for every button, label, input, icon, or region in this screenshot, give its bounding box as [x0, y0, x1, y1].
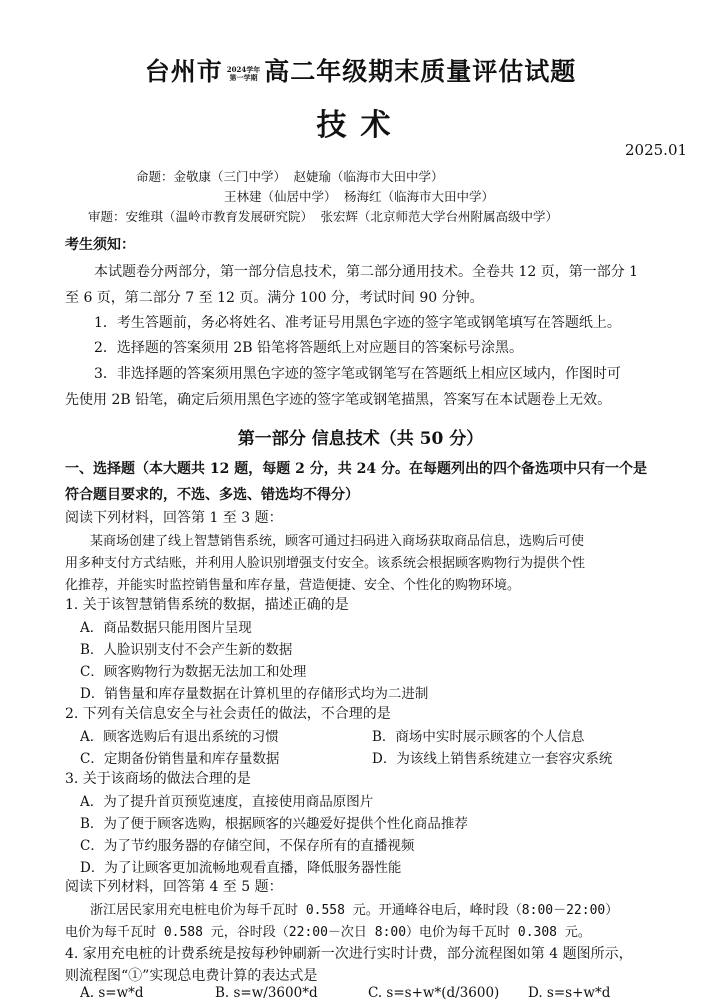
q3-option-b: B．为了便于顾客选购，根据顾客的兴趣爱好提供个性化商品推荐: [80, 816, 468, 832]
material-1-line-a: 某商场创建了线上智慧销售系统，顾客可通过扫码进入商场获取商品信息，选购后可使: [90, 534, 585, 549]
reading-prompt-1: 阅读下列材料，回答第 1 至 3 题：: [65, 510, 283, 526]
exam-title: [0, 52, 721, 88]
q2-option-d: D．为该线上销售系统建立一套容灾系统: [372, 751, 613, 767]
q2-option-c: C．定期备份销售量和库存量数据: [80, 751, 280, 767]
q1-option-d: D．销售量和库存量数据在计算机里的存储形式均为二进制: [80, 686, 429, 702]
material-1-line-b: 用多种支付方式结账，并利用人脸识别增强支付安全。该系统会根据顾客购物行为提供个性: [65, 556, 586, 571]
notice-para-1a: 本试题卷分两部分，第一部分信息技术，第二部分通用技术。全卷共 12 页，第一部分 1: [94, 264, 639, 280]
material-1-line-c: 化推荐，并能实时监控销售量和库存量，营造便捷、安全、个性化的购物环境。: [65, 578, 521, 593]
q2-option-a: A．顾客选购后有退出系统的习惯: [80, 729, 279, 745]
question-2: 2. 下列有关信息安全与社会责任的做法，不合理的是: [65, 706, 391, 722]
notice-para-4b: 先使用 2B 铅笔，确定后须用黑色字迹的签字笔或钢笔描黑，答案写在本试题卷上无效。: [65, 392, 612, 408]
school-year-bottom: 第一学期: [229, 72, 258, 82]
mc-instructions-b: 符合题目要求的，不选、多选、错选均不得分）: [65, 487, 359, 503]
material-2-line-b: 电价为每千瓦时 0.588 元，谷时段（22:00－次日 8:00）电价为每千瓦时 0.308 元。: [65, 925, 591, 940]
q3-option-c: C．为了节约服务器的存储空间，不保存所有的直播视频: [80, 838, 415, 854]
q4-option-c: C. s=s+w*(d/3600): [368, 985, 500, 1001]
school-year: [227, 66, 260, 82]
notice-para-1b: 至 6 页，第二部分 7 至 12 页。满分 100 分，考试时间 90 分钟。: [65, 290, 484, 306]
q3-option-a: A．为了提升首页预览速度，直接使用商品原图片: [80, 794, 374, 810]
school-year-top: 2024学年: [226, 64, 261, 74]
subject-title: 技术: [316, 108, 405, 143]
credits-row-3: 审题：安维琪（温岭市教育发展研究院） 张宏辉（北京师范大学台州附属高级中学）: [88, 209, 559, 224]
q4-option-b: B. s=w/3600*d: [215, 985, 318, 1001]
exam-date: 2025.01: [625, 141, 688, 159]
q4-option-d: D. s=s+w*d: [528, 985, 611, 1001]
credits-row-2: 王林建（仙居中学） 杨海红（临海市大田中学）: [224, 189, 495, 204]
notice-para-3: 2．选择题的答案须用 2B 铅笔将答题纸上对应题目的答案标号涂黑。: [94, 340, 524, 356]
notice-para-4a: 3．非选择题的答案须用黑色字迹的签字笔或钢笔写在答题纸上相应区域内，作图时可: [94, 366, 621, 382]
material-2-line-a: 浙江居民家用充电桩电价为每千瓦时 0.558 元。开通峰谷电后，峰时段（8:00－22:00）: [90, 903, 619, 918]
q4-option-a: A. s=w*d: [80, 985, 144, 1001]
question-3: 3. 关于该商场的做法合理的是: [65, 771, 251, 787]
section-heading: 第一部分 信息技术（共 50 分）: [237, 429, 484, 449]
q1-option-b: B．人脸识别支付不会产生新的数据: [80, 642, 293, 658]
question-4-line-b: 则流程图“①”实现总电费计算的表达式是: [65, 968, 318, 984]
q1-option-a: A．商品数据只能用图片呈现: [80, 620, 252, 636]
question-1: 1. 关于该智慧销售系统的数据，描述正确的是: [65, 597, 349, 613]
notice-heading: 考生须知：: [65, 237, 135, 253]
city-name: 台州市: [144, 57, 223, 86]
reading-prompt-2: 阅读下列材料，回答第 4 至 5 题：: [65, 879, 283, 895]
exam-title-text: 高二年级期末质量评估试题: [264, 57, 577, 86]
q2-option-b: B．商场中实时展示顾客的个人信息: [372, 729, 585, 745]
credits-row-1: 命题：金敬康（三门中学） 赵婕瑜（临海市大田中学）: [136, 169, 444, 184]
q3-option-d: D．为了让顾客更加流畅地观看直播，降低服务器性能: [80, 860, 402, 876]
question-4-line-a: 4. 家用充电桩的计费系统是按每秒钟刷新一次进行实时计费，部分流程图如第 4 题图所示，: [65, 946, 633, 962]
q1-option-c: C．顾客购物行为数据无法加工和处理: [80, 664, 307, 680]
mc-instructions-a: 一、选择题（本大题共 12 题，每题 2 分，共 24 分。在每题列出的四个备选项中只有一个是: [65, 461, 647, 477]
notice-para-2: 1．考生答题前，务必将姓名、准考证号用黑色字迹的签字笔或钢笔填写在答题纸上。: [94, 315, 621, 331]
